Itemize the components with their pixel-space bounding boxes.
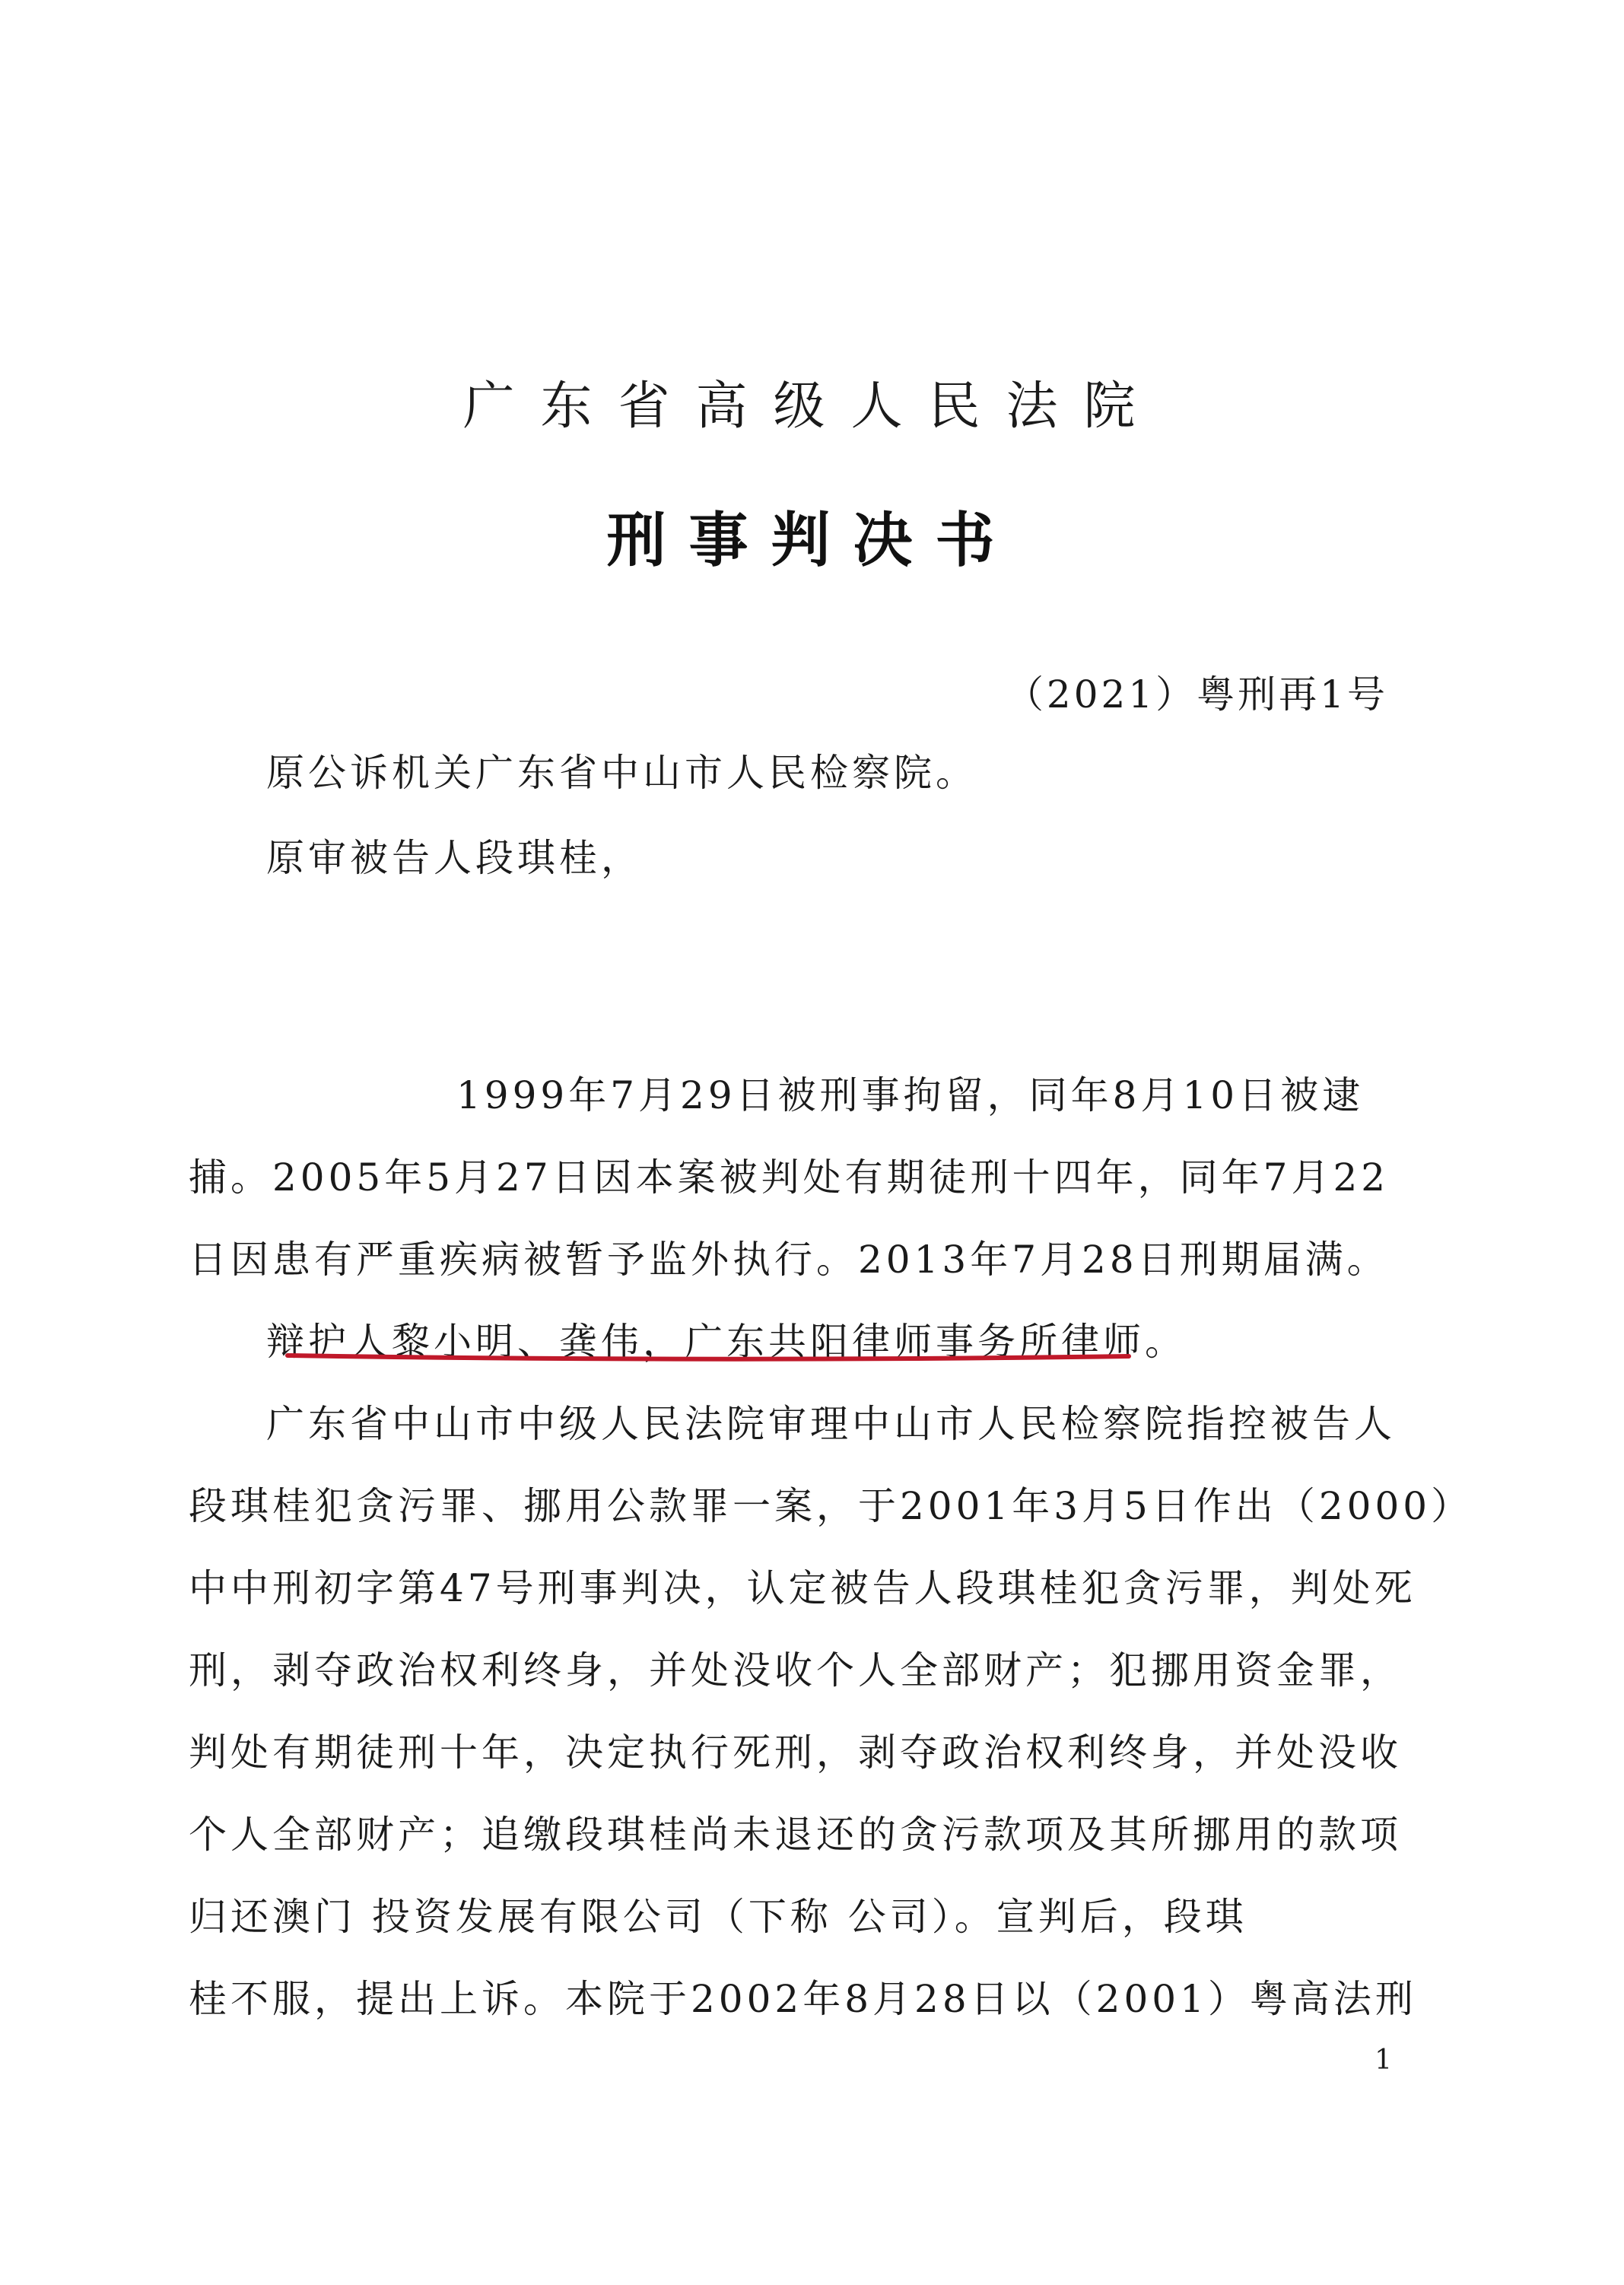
document-title: 刑事判决书 xyxy=(606,507,1018,575)
body-line: 桂不服，提出上诉。本院于2002年8月28日以（2001）粤高法刑 xyxy=(189,1977,1417,2021)
case-number: （2021）粤刑再1号 xyxy=(1005,672,1388,717)
prosecutor-line: 原公诉机关广东省中山市人民检察院。 xyxy=(266,751,977,795)
defendant-record-line: 1999年7月29日被刑事拘留，同年8月10日被逮 xyxy=(456,1073,1365,1117)
body-line: 判处有期徒刑十年，决定执行死刑，剥夺政治权利终身，并处没收 xyxy=(189,1730,1402,1775)
red-underline-annotation xyxy=(286,1352,1130,1363)
page-number: 1 xyxy=(1375,2045,1392,2076)
body-line: 归还澳门 投资发展有限公司（下称 公司）。宣判后，段琪 xyxy=(189,1895,1247,1939)
body-line: 段琪桂犯贪污罪、挪用公款罪一案，于2001年3月5日作出（2000） xyxy=(189,1484,1473,1528)
body-line: 刑，剥夺政治权利终身，并处没收个人全部财产；犯挪用资金罪， xyxy=(189,1648,1402,1692)
body-line: 广东省中山市中级人民法院审理中山市人民检察院指控被告人 xyxy=(266,1402,1396,1446)
court-name: 广东省高级人民法院 xyxy=(462,377,1162,437)
body-line: 中中刑初字第47号刑事判决，认定被告人段琪桂犯贪污罪，判处死 xyxy=(189,1566,1416,1610)
defendant-line: 原审被告人段琪桂， xyxy=(266,836,643,880)
defendant-record-line: 日因患有严重疾病被暂予监外执行。2013年7月28日刑期届满。 xyxy=(189,1238,1389,1282)
body-line: 个人全部财产；追缴段琪桂尚未退还的贪污款项及其所挪用的款项 xyxy=(189,1813,1402,1857)
defendant-record-line: 捕。2005年5月27日因本案被判处有期徒刑十四年，同年7月22 xyxy=(189,1155,1390,1200)
defense-counsel-line: 辩护人黎小明、龚伟，广东共阳律师事务所律师。 xyxy=(266,1320,1187,1364)
